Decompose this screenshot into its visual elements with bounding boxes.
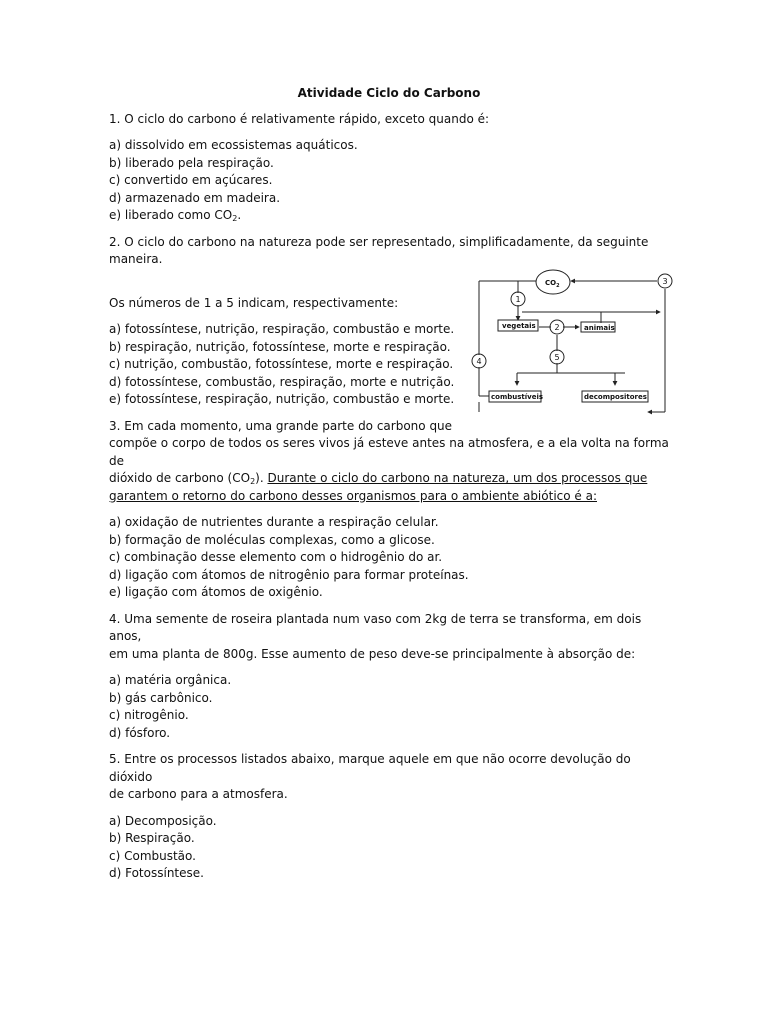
q5-option-a: a) Decomposição. [109, 813, 217, 828]
q1-option-d: d) armazenado em madeira. [109, 190, 281, 205]
question-5-text: 5. Entre os processos listados abaixo, marque aquele em que não ocorre devolução do dióxido de carbono para a atmosfera. [109, 752, 631, 801]
decompositores-label: decompositores [584, 393, 647, 401]
document-title: Atividade Ciclo do Carbono [297, 86, 481, 100]
q2-option-b: b) respiração, nutrição, fotossíntese, morte e respiração. [109, 339, 451, 354]
carbon-cycle-diagram [465, 267, 675, 427]
diagram-number-5-label: 5 [554, 353, 560, 362]
q1-option-b: b) liberado pela respiração. [109, 155, 274, 170]
question-2-prompt: Os números de 1 a 5 indicam, respectivamente: [109, 295, 399, 310]
diagram-number-3-label: 3 [662, 277, 668, 286]
q1-option-e: e) liberado como $CO_2$. [109, 208, 242, 223]
co2-subscript: 2 [556, 283, 560, 289]
question-1-text: 1. O ciclo do carbono é relativamente rápido, exceto quando é: [109, 111, 490, 126]
diagram-number-2-label: 2 [554, 323, 560, 332]
co2-label: CO [545, 279, 557, 287]
q5-option-d: d) Fotossíntese. [109, 866, 204, 880]
vegetais-label: vegetais [502, 322, 536, 330]
question-2-text: 2. O ciclo do carbono na natureza pode ser representado, simplificadamente, da seguinte maneira. [109, 234, 649, 266]
q3-option-d: d) ligação com átomos de nitrogênio para formar proteínas. [109, 567, 469, 582]
diagram-number-1-label: 1 [515, 295, 521, 304]
q4-option-c: c) nitrogênio. [109, 708, 189, 722]
q2-option-c: c) nutrição, combustão, fotossíntese, morte e respiração. [109, 357, 454, 371]
question-5-options [109, 813, 669, 883]
animais-label: animais [584, 324, 615, 332]
question-1-options [109, 137, 669, 225]
q3-option-a: a) oxidação de nutrientes durante a respiração celular. [109, 515, 439, 529]
q2-option-e: e) fotossíntese, respiração, nutrição, combustão e morte. [109, 392, 455, 406]
q2-option-d: d) fotossíntese, combustão, respiração, morte e nutrição. [109, 374, 455, 389]
question-3-text: 3. Em cada momento, uma grande parte do carbono que compõe o corpo de todos os seres vivos já esteve antes na atmosfera, e a ela volta na forma de dióxido de carbono $(CO_2)$. Durante o ciclo do carbono na natureza, um dos processos que garantem o retorno do carbono desses organismos para o ambiente abiótico é a: [109, 418, 669, 503]
q4-option-d: d) fósforo. [109, 725, 171, 740]
document-page [109, 85, 669, 892]
q2-option-a: a) fotossíntese, nutrição, respiração, combustão e morte. [109, 322, 455, 336]
q4-option-a: a) matéria orgânica. [109, 673, 232, 687]
q3-option-b: b) formação de moléculas complexas, como a glicose. [109, 532, 435, 547]
question-3-options [109, 514, 669, 602]
q5-option-b: b) Respiração. [109, 831, 195, 845]
q3-option-e: e) ligação com átomos de oxigênio. [109, 585, 323, 599]
question-4-text: 4. Uma semente de roseira plantada num vaso com 2kg de terra se transforma, em dois anos, em uma planta de 800g. Esse aumento de peso deve-se principalmente à absorção de: [109, 611, 642, 661]
q3-option-c: c) combinação desse elemento com o hidrogênio do ar. [109, 550, 443, 564]
svg-text:CO2 [545, 279, 560, 289]
q1-option-c: c) convertido em açúcares. [109, 173, 273, 187]
q1-option-a: a) dissolvido em ecossistemas aquáticos. [109, 138, 358, 152]
diagram-number-4-label: 4 [476, 357, 482, 366]
q5-option-c: c) Combustão. [109, 848, 196, 863]
combustiveis-label: combustíveis [491, 393, 544, 401]
q4-option-b: b) gás carbônico. [109, 690, 213, 705]
question-4-options [109, 672, 669, 742]
